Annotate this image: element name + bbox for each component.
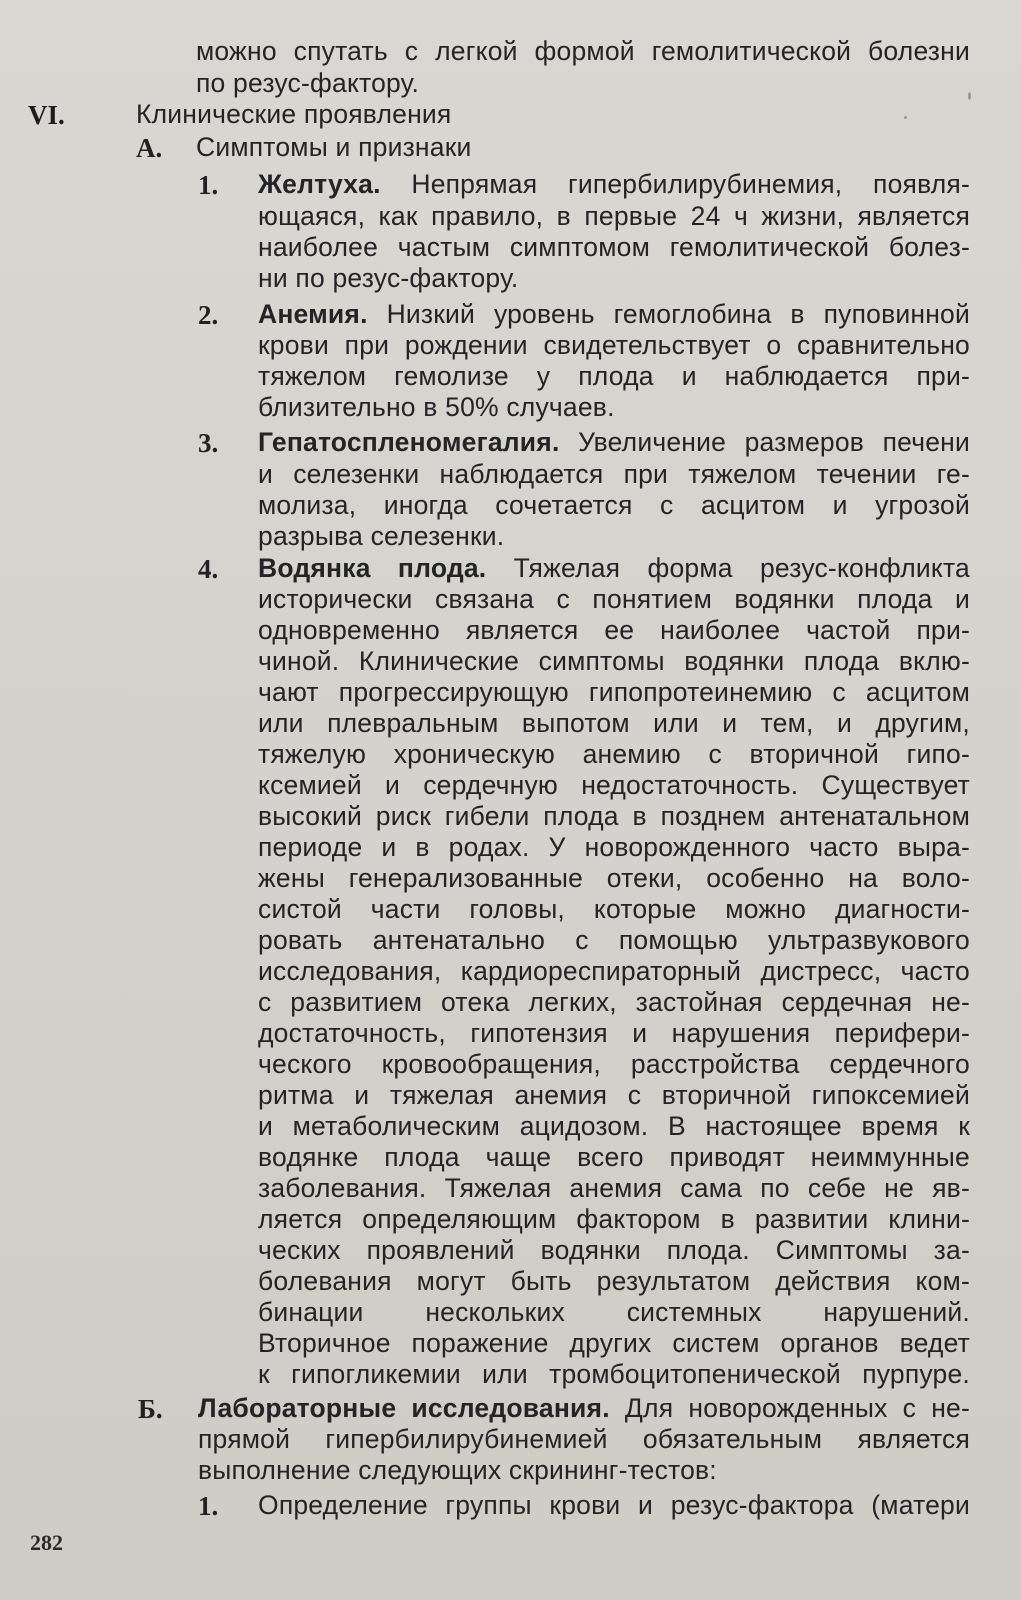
subsection-b-marker: Б. (138, 1394, 163, 1424)
item-2-line-4: близительно в 50% случаев. (258, 392, 615, 422)
item-4-line-6: или плевральным выпотом или и тем, и другим, (258, 708, 970, 738)
item-3-marker: 3. (198, 428, 219, 458)
section-title: Клинические проявления (136, 99, 452, 129)
section-numeral: VI. (28, 100, 65, 130)
item-4-marker: 4. (198, 554, 219, 584)
item-4-line-4: чиной. Клинические симптомы водянки плода вклю- (258, 646, 970, 676)
item-4-line-26: Вторичное поражение других систем органов ведет (258, 1328, 970, 1358)
item-1-line-1 (258, 169, 970, 200)
item-4-first-rest: Тяжелая форма резус-конфликта (513, 553, 970, 583)
item-4-line-7: тяжелую хроническую анемию с вторичной гипо- (258, 739, 970, 769)
item-4-line-9: высокий риск гибели плода в позднем антенатальном (258, 801, 970, 831)
item-3-line-4: разрыва селезенки. (258, 521, 505, 551)
item-4-line-3: одновременно является ее наиболее частой при- (258, 615, 970, 645)
subsection-a-title: Симптомы и признаки (196, 132, 472, 162)
subsection-b-item-1-text: Определение группы крови и резус-фактора (матери (258, 1490, 970, 1520)
subsection-b-item-1-marker: 1. (198, 1491, 219, 1521)
item-4-line-23: ческих проявлений водянки плода. Симптомы за- (258, 1235, 970, 1265)
scan-speck (904, 116, 907, 119)
item-4-line-11: жены генерализованные отеки, особенно на воло- (258, 863, 970, 893)
item-3-line-2: и селезенки наблюдается при тяжелом течении ге- (258, 459, 970, 489)
item-4-line-5: чают прогрессирующую гипопротеинемию с асцитом (258, 677, 970, 707)
intro-line-1: можно спутать с легкой формой гемолитической болезни (196, 36, 970, 66)
item-4-line-27: к гипогликемии или тромбоцитопенической пурпуре. (258, 1359, 970, 1389)
item-4-term: Водянка плода. (258, 553, 487, 583)
item-2-line-1 (258, 299, 970, 330)
item-2-line-3: тяжелом гемолизе у плода и наблюдается при- (258, 361, 970, 391)
item-4-line-2: исторически связана с понятием водянки плода и (258, 584, 970, 614)
item-1-term: Желтуха. (258, 169, 381, 199)
scan-speck (968, 92, 971, 100)
subsection-b-line-1 (198, 1393, 970, 1424)
item-4-line-17: ческого кровообращения, расстройства сердечного (258, 1049, 970, 1079)
item-4-line-15: с развитием отека легких, застойная сердечная не- (258, 987, 970, 1017)
item-4-line-19: и метаболическим ацидозом. В настоящее время к (258, 1111, 970, 1141)
item-4-line-14: исследования, кардиореспираторный дистресс, часто (258, 956, 970, 986)
item-4-line-10: периоде и в родах. У новорожденного часто выра- (258, 832, 970, 862)
subsection-b-line-3: выполнение следующих скрининг-тестов: (198, 1455, 717, 1485)
item-1-line-2: ющаяся, как правило, в первые 24 ч жизни, является (258, 201, 970, 231)
subsection-b-first-rest: Для новорожденных с не- (624, 1393, 970, 1423)
item-3-line-1 (258, 427, 970, 458)
item-3-line-3: молиза, иногда сочетается с асцитом и угрозой (258, 490, 970, 520)
item-1-line-4: ни по резус-фактору. (258, 263, 519, 293)
item-4-line-22: ляется определяющим фактором в развитии клини- (258, 1204, 970, 1234)
item-4-line-25: бинации нескольких системных нарушений. (258, 1297, 970, 1327)
item-4-line-13: ровать антенатально с помощью ультразвукового (258, 925, 970, 955)
item-4-line-24: болевания могут быть результатом действия ком- (258, 1266, 970, 1296)
item-1-marker: 1. (198, 170, 219, 200)
intro-line-2: по резус-фактору. (196, 68, 420, 98)
item-1-first-rest: Непрямая гипербилирубинемия, появля- (411, 169, 970, 199)
item-1-line-3: наиболее частым симптомом гемолитической болез- (258, 232, 970, 262)
item-3-term: Гепатоспленомегалия. (258, 427, 560, 457)
subsection-a-marker: А. (136, 133, 163, 163)
subsection-b-term: Лабораторные исследования. (198, 1393, 610, 1423)
item-4-line-21: заболевания. Тяжелая анемия сама по себе не яв- (258, 1173, 970, 1203)
item-4-line-12: систой части головы, которые можно диагности- (258, 894, 970, 924)
item-4-line-20: водянке плода чаще всего приводят неиммунные (258, 1142, 970, 1172)
item-4-line-16: достаточность, гипотензия и нарушения перифери- (258, 1018, 970, 1048)
item-2-line-2: крови при рождении свидетельствует о сравнительно (258, 330, 970, 360)
subsection-b-line-2: прямой гипербилирубинемией обязательным является (198, 1424, 970, 1454)
item-4-line-1 (258, 553, 970, 584)
item-4-line-18: ритма и тяжелая анемия с вторичной гипоксемией (258, 1080, 970, 1110)
item-3-first-rest: Увеличение размеров печени (578, 427, 970, 457)
item-2-first-rest: Низкий уровень гемоглобина в пуповинной (386, 299, 970, 329)
item-4-line-8: ксемией и сердечную недостаточность. Существует (258, 770, 970, 800)
item-2-marker: 2. (198, 300, 219, 330)
page-number: 282 (30, 1530, 63, 1555)
item-2-term: Анемия. (258, 299, 368, 329)
